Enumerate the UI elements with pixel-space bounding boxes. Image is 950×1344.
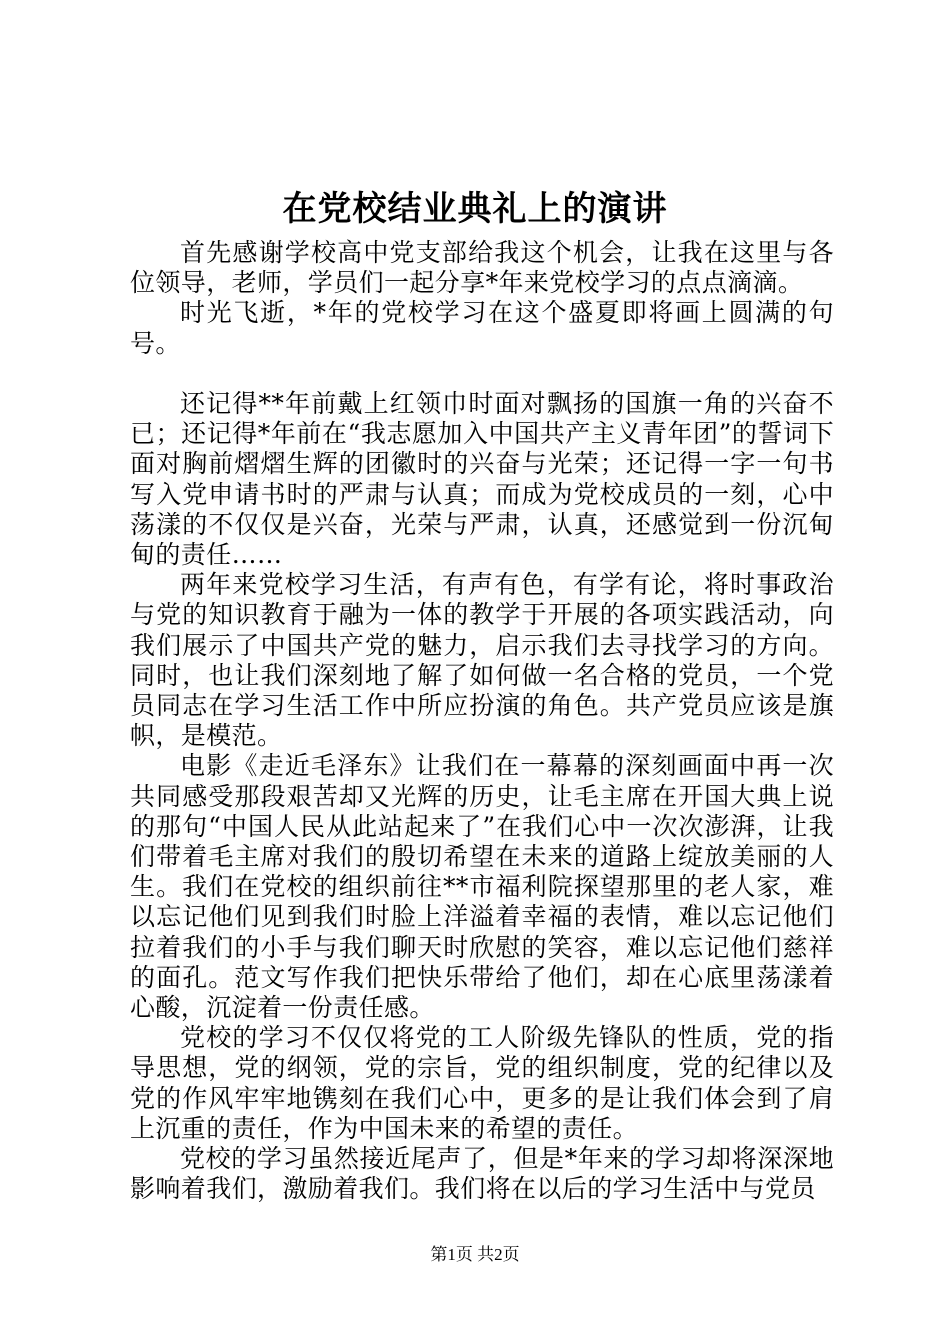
- document-body: [130, 238, 834, 1204]
- page-title: 在党校结业典礼上的演讲: [282, 189, 668, 229]
- paragraph-6: 党校的学习不仅仅将党的工人阶级先锋队的性质，党的指导思想，党的纲领，党的宗旨，党的组织制度，党的纪律以及党的作风牢牢地镌刻在我们心中，更多的是让我们体会到了肩上沉重的责任，作为中国未来的希望的责任。: [130, 1023, 834, 1143]
- blank-line: [130, 359, 834, 389]
- paragraph-2: 时光飞逝，*年的党校学习在这个盛夏即将画上圆满的句号。: [130, 298, 834, 358]
- paragraph-7: 党校的学习虽然接近尾声了，但是*年来的学习却将深深地影响着我们，激励着我们。我们将在以后的学习生活中与党员: [130, 1144, 834, 1204]
- paragraph-3: 还记得**年前戴上红领巾时面对飘扬的国旗一角的兴奋不已；还记得*年前在“我志愿加入中国共产主义青年团”的誓词下面对胸前熠熠生辉的团徽时的兴奋与光荣；还记得一字一句书写入党申请书时的严肃与认真；而成为党校成员的一刻，心中荡漾的不仅仅是兴奋，光荣与严肃，认真，还感觉到一份沉甸甸的责任……: [130, 389, 834, 570]
- page-footer: 第1页 共2页: [430, 1245, 520, 1264]
- paragraph-1: 首先感谢学校高中党支部给我这个机会，让我在这里与各位领导，老师，学员们一起分享*年来党校学习的点点滴滴。: [130, 238, 834, 298]
- paragraph-5: 电影《走近毛泽东》让我们在一幕幕的深刻画面中再一次共同感受那段艰苦却又光辉的历史，让毛主席在开国大典上说的那句“中国人民从此站起来了”在我们心中一次次澎湃，让我们带着毛主席对我们的殷切希望在未来的道路上绽放美丽的人生。我们在党校的组织前往**市福利院探望那里的老人家，难以忘记他们见到我们时脸上洋溢着幸福的表情，难以忘记他们拉着我们的小手与我们聊天时欣慰的笑容，难以忘记他们慈祥的面孔。范文写作我们把快乐带给了他们，却在心底里荡漾着心酸，沉淀着一份责任感。: [130, 751, 834, 1023]
- paragraph-4: 两年来党校学习生活，有声有色，有学有论，将时事政治与党的知识教育于融为一体的教学于开展的各项实践活动，向我们展示了中国共产党的魅力，启示我们去寻找学习的方向。同时，也让我们深刻地了解了如何做一名合格的党员，一个党员同志在学习生活工作中所应扮演的角色。共产党员应该是旗帜，是模范。: [130, 570, 834, 751]
